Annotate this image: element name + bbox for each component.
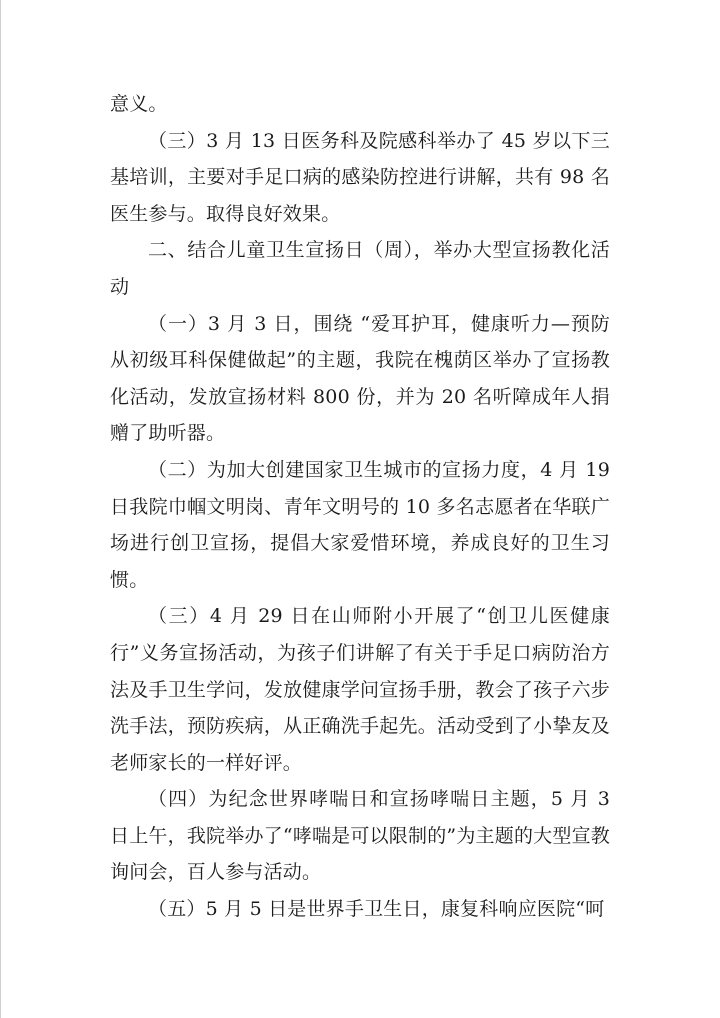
paragraph: 意义。	[110, 93, 168, 115]
paragraph: （三）3 月 13 日医务科及院感科举办了 45 岁以下三基培训，主要对手足口病的感染防控进行讲解，共有 98 名医生参与。取得良好效果。	[110, 129, 610, 225]
paragraph: （四）为纪念世界哮喘日和宣扬哮喘日主题，5 月 3 日上午，我院举办了“哮喘是可以限制的”为主题的大型宣教询问会，百人参与活动。	[110, 788, 610, 884]
paragraph: （三）4 月 29 日在山师附小开展了“创卫儿医健康行”义务宣扬活动，为孩子们讲解了有关于手足口病防治方法及手卫生学问，发放健康学问宣扬手册，教会了孩子六步洗手法，预防疾病，从正确洗手起先。活动受到了小挚友及老师家长的一样好评。	[110, 605, 610, 774]
document-body	[110, 86, 610, 928]
paragraph: （二）为加大创建国家卫生城市的宣扬力度，4 月 19 日我院巾帼文明岗、青年文明号的 10 多名志愿者在华联广场进行创卫宣扬，提倡大家爱惜环境，养成良好的卫生习惯。	[110, 458, 610, 591]
page-left-border	[0, 0, 1, 1018]
paragraph: （一）3 月 3 日，围绕 “爱耳护耳，健康听力—预防从初级耳科保健做起”的主题，我院在槐荫区举办了宣扬教化活动，发放宣扬材料 800 份，并为 20 名听障成年人捐赠了助听器。	[110, 312, 610, 445]
paragraph: （五）5 月 5 日是世界手卫生日，康复科响应医院“呵	[148, 898, 605, 921]
section-heading: 二、结合儿童卫生宣扬日（周），举办大型宣扬教化活动	[110, 239, 610, 298]
